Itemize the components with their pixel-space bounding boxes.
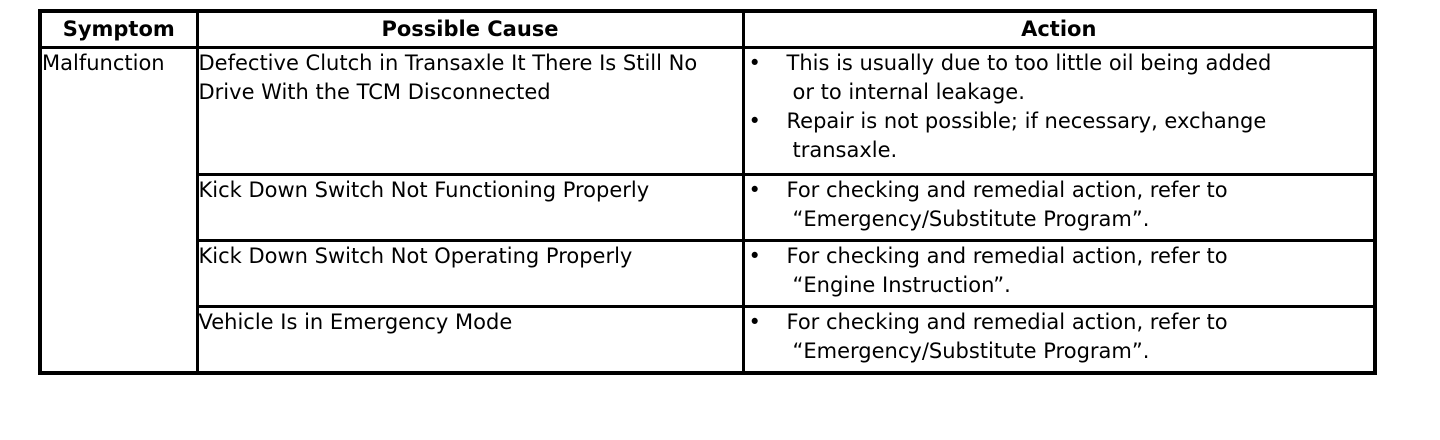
action-text-line: or to internal leakage. (792, 80, 1025, 104)
action-bullet-item (745, 49, 1374, 107)
cause-cell: Kick Down Switch Not Operating Properly (197, 241, 743, 307)
bullet-icon: • (748, 51, 761, 75)
action-bullet-item (745, 242, 1374, 300)
bullet-icon: • (748, 244, 761, 268)
action-cell (743, 48, 1375, 175)
action-text-line: For checking and remedial action, refer to (786, 310, 1228, 334)
action-text-line: “Engine Instruction”. (792, 273, 1011, 297)
table-row (40, 241, 1375, 307)
action-text-line: “Emergency/Substitute Program”. (792, 207, 1150, 231)
action-bullet-item (745, 308, 1374, 366)
bullet-icon: • (748, 178, 761, 202)
action-text-line: This is usually due to too little oil being added (786, 51, 1272, 75)
header-row (40, 11, 1375, 48)
action-text-line: For checking and remedial action, refer to (786, 244, 1228, 268)
table-row (40, 307, 1375, 373)
header-symptom: Symptom (40, 11, 197, 48)
table-row (40, 175, 1375, 241)
action-bullet-item (745, 107, 1374, 165)
header-possible-cause: Possible Cause (197, 11, 743, 48)
bullet-icon: • (748, 310, 761, 334)
action-text-line: transaxle. (792, 138, 898, 162)
action-text-line: For checking and remedial action, refer to (786, 178, 1228, 202)
cause-cell: Kick Down Switch Not Functioning Properly (197, 175, 743, 241)
action-text-line: Repair is not possible; if necessary, exchange (786, 109, 1267, 133)
action-cell (743, 307, 1375, 373)
symptom-cell: Malfunction (40, 48, 197, 373)
action-bullet-item (745, 176, 1374, 234)
cause-cell: Defective Clutch in Transaxle It There Is Still No Drive With the TCM Disconnected (197, 48, 743, 175)
cause-cell: Vehicle Is in Emergency Mode (197, 307, 743, 373)
bullet-icon: • (748, 109, 761, 133)
diagnosis-table (38, 9, 1377, 375)
action-text-line: “Emergency/Substitute Program”. (792, 339, 1150, 363)
action-cell (743, 175, 1375, 241)
action-cell (743, 241, 1375, 307)
header-action: Action (743, 11, 1375, 48)
table-row (40, 48, 1375, 175)
